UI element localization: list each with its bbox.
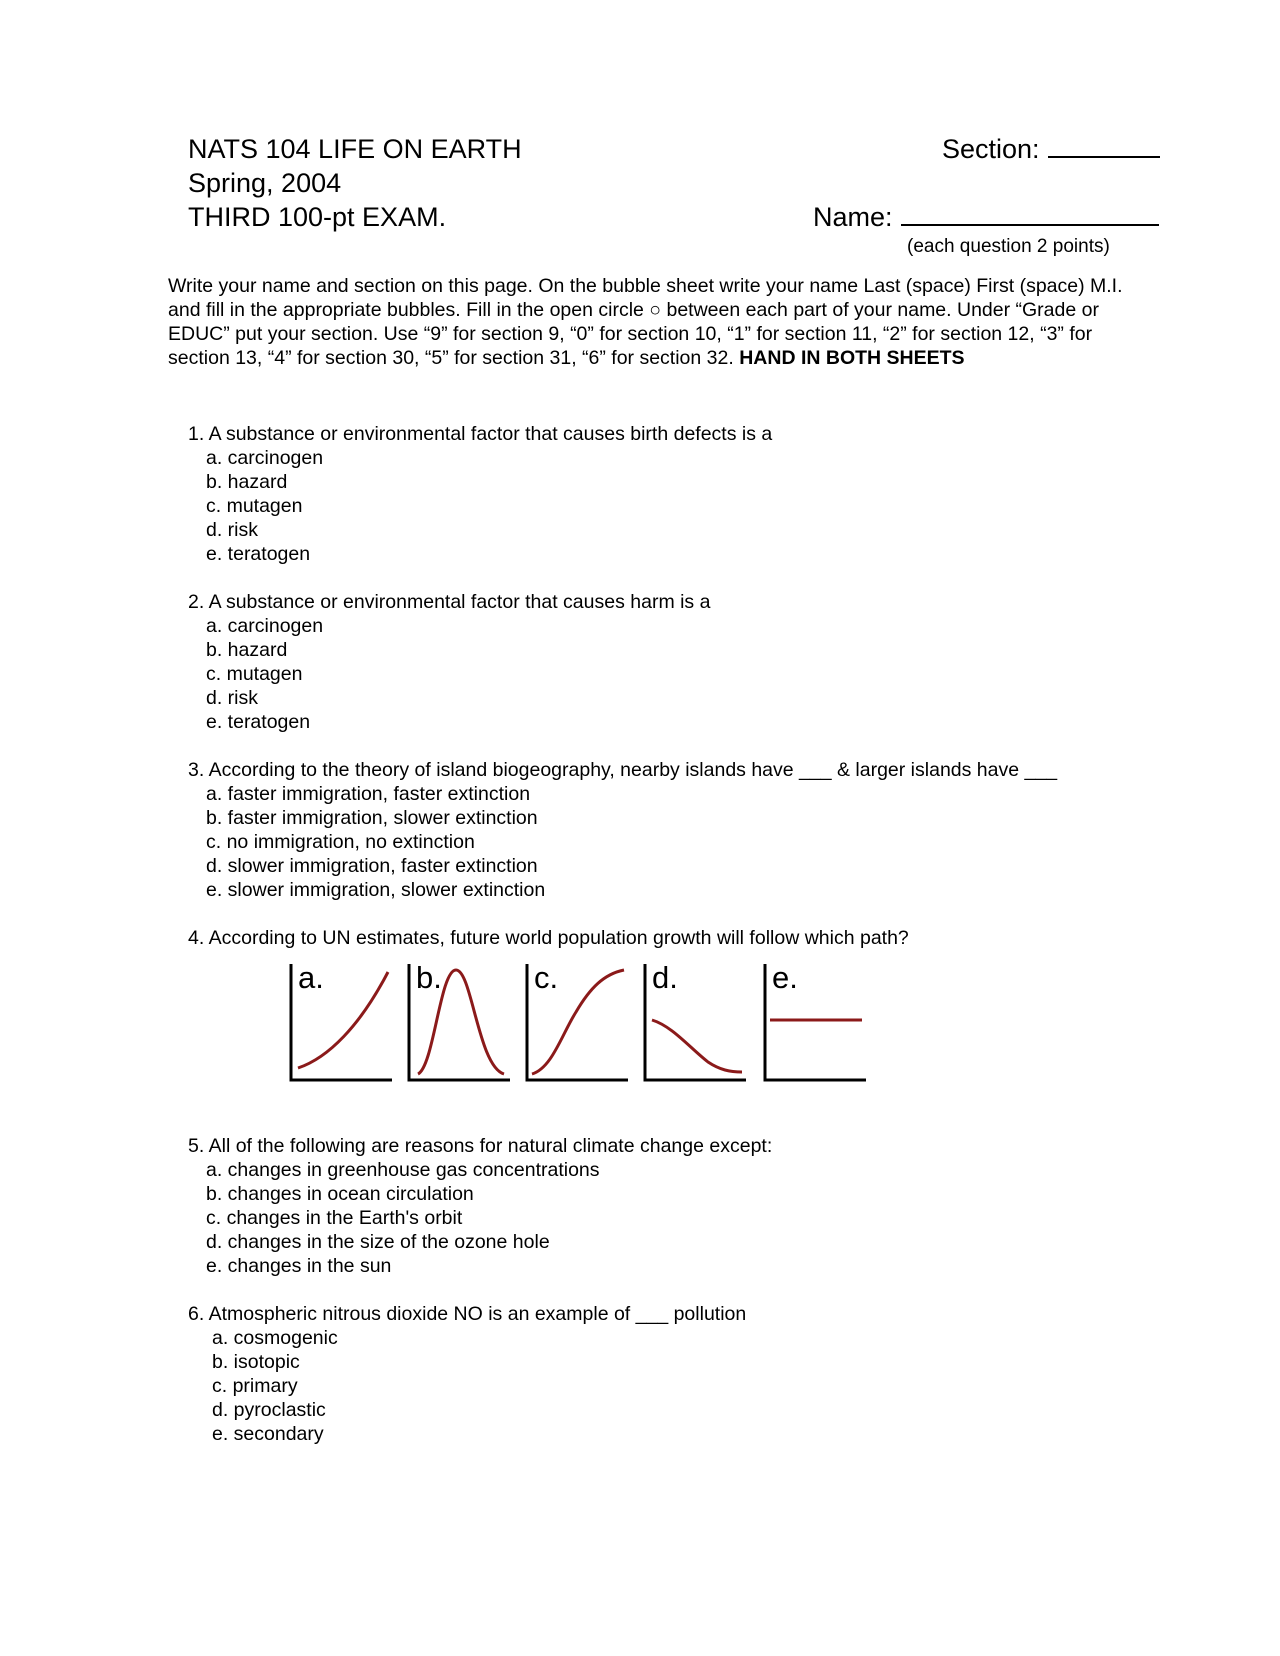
graph-c — [524, 960, 628, 1104]
option-b: b. changes in ocean circulation — [206, 1183, 474, 1205]
name-label: Name: — [813, 202, 893, 232]
option-b: b. isotopic — [212, 1351, 300, 1373]
option-e: e. teratogen — [206, 711, 311, 733]
question-stem: 5. All of the following are reasons for natural climate change except: — [188, 1135, 773, 1157]
option-a: a. carcinogen — [206, 447, 324, 469]
instructions-emphasis: HAND IN BOTH SHEETS — [739, 347, 965, 369]
option-c: c. no immigration, no extinction — [206, 831, 475, 853]
option-e: e. teratogen — [206, 543, 311, 565]
option-d: d. changes in the size of the ozone hole — [206, 1231, 550, 1253]
graph-a-label: a. — [298, 960, 324, 995]
section-blank[interactable] — [1048, 134, 1160, 158]
option-c: c. mutagen — [206, 663, 303, 685]
option-d: d. risk — [206, 519, 259, 541]
instructions-text: Write your name and section on this page. On the bubble sheet write your name Last (space) First (space) M.I. and fill in the appropriate bubbles. Fill in the open circle ○ between each part of your name. Under “Grade or EDUC” put your section. Use “9” for section 9, “0” for section 10, “1” for section 11, “2” for section 12, “3” for section 13, “4” for section 30, “5” for section 31, “6” for section 32. — [168, 275, 1123, 369]
section-label: Section: — [942, 134, 1040, 164]
course-title: NATS 104 LIFE ON EARTH — [188, 134, 522, 164]
question-stem: 3. According to the theory of island biogeography, nearby islands have ___ & larger islands have ___ — [188, 759, 1058, 781]
option-a: a. changes in greenhouse gas concentrations — [206, 1159, 600, 1181]
option-e: e. changes in the sun — [206, 1255, 392, 1277]
option-a: a. carcinogen — [206, 615, 324, 637]
option-b: b. hazard — [206, 639, 288, 661]
graph-b — [406, 960, 510, 1104]
population-graphs — [288, 960, 874, 1104]
option-c: c. mutagen — [206, 495, 303, 517]
question-6 — [188, 1302, 746, 1446]
option-a: a. faster immigration, faster extinction — [206, 783, 531, 805]
question-4 — [188, 926, 909, 950]
option-e: e. slower immigration, slower extinction — [206, 879, 546, 901]
question-stem: 6. Atmospheric nitrous dioxide NO is an example of ___ pollution — [188, 1303, 747, 1325]
graph-c-label: c. — [534, 960, 559, 995]
term: Spring, 2004 — [188, 168, 342, 198]
graph-e-label: e. — [772, 960, 798, 995]
points-note: (each question 2 points) — [907, 236, 1110, 257]
graph-e — [762, 960, 866, 1104]
question-3 — [188, 758, 1057, 902]
graph-b-label: b. — [416, 960, 442, 995]
option-b: b. hazard — [206, 471, 288, 493]
option-d: d. pyroclastic — [212, 1399, 326, 1421]
name-blank[interactable] — [901, 202, 1159, 226]
instructions — [168, 274, 1148, 370]
question-stem: 1. A substance or environmental factor that causes birth defects is a — [188, 423, 773, 445]
option-e: e. secondary — [212, 1423, 324, 1445]
question-stem: 4. According to UN estimates, future world population growth will follow which path? — [188, 927, 909, 949]
option-c: c. primary — [212, 1375, 298, 1397]
question-2 — [188, 590, 710, 734]
exam-title: THIRD 100-pt EXAM. — [188, 202, 447, 232]
option-a: a. cosmogenic — [212, 1327, 338, 1349]
graph-a — [288, 960, 392, 1104]
graph-d-curve — [652, 1020, 742, 1072]
option-d: d. slower immigration, faster extinction — [206, 855, 538, 877]
option-c: c. changes in the Earth's orbit — [206, 1207, 463, 1229]
option-b: b. faster immigration, slower extinction — [206, 807, 538, 829]
section-field — [942, 132, 1160, 166]
question-1 — [188, 422, 772, 566]
question-5 — [188, 1134, 772, 1278]
option-d: d. risk — [206, 687, 259, 709]
name-field — [813, 200, 1159, 234]
graph-d — [642, 960, 746, 1104]
question-stem: 2. A substance or environmental factor that causes harm is a — [188, 591, 711, 613]
graph-d-label: d. — [652, 960, 678, 995]
